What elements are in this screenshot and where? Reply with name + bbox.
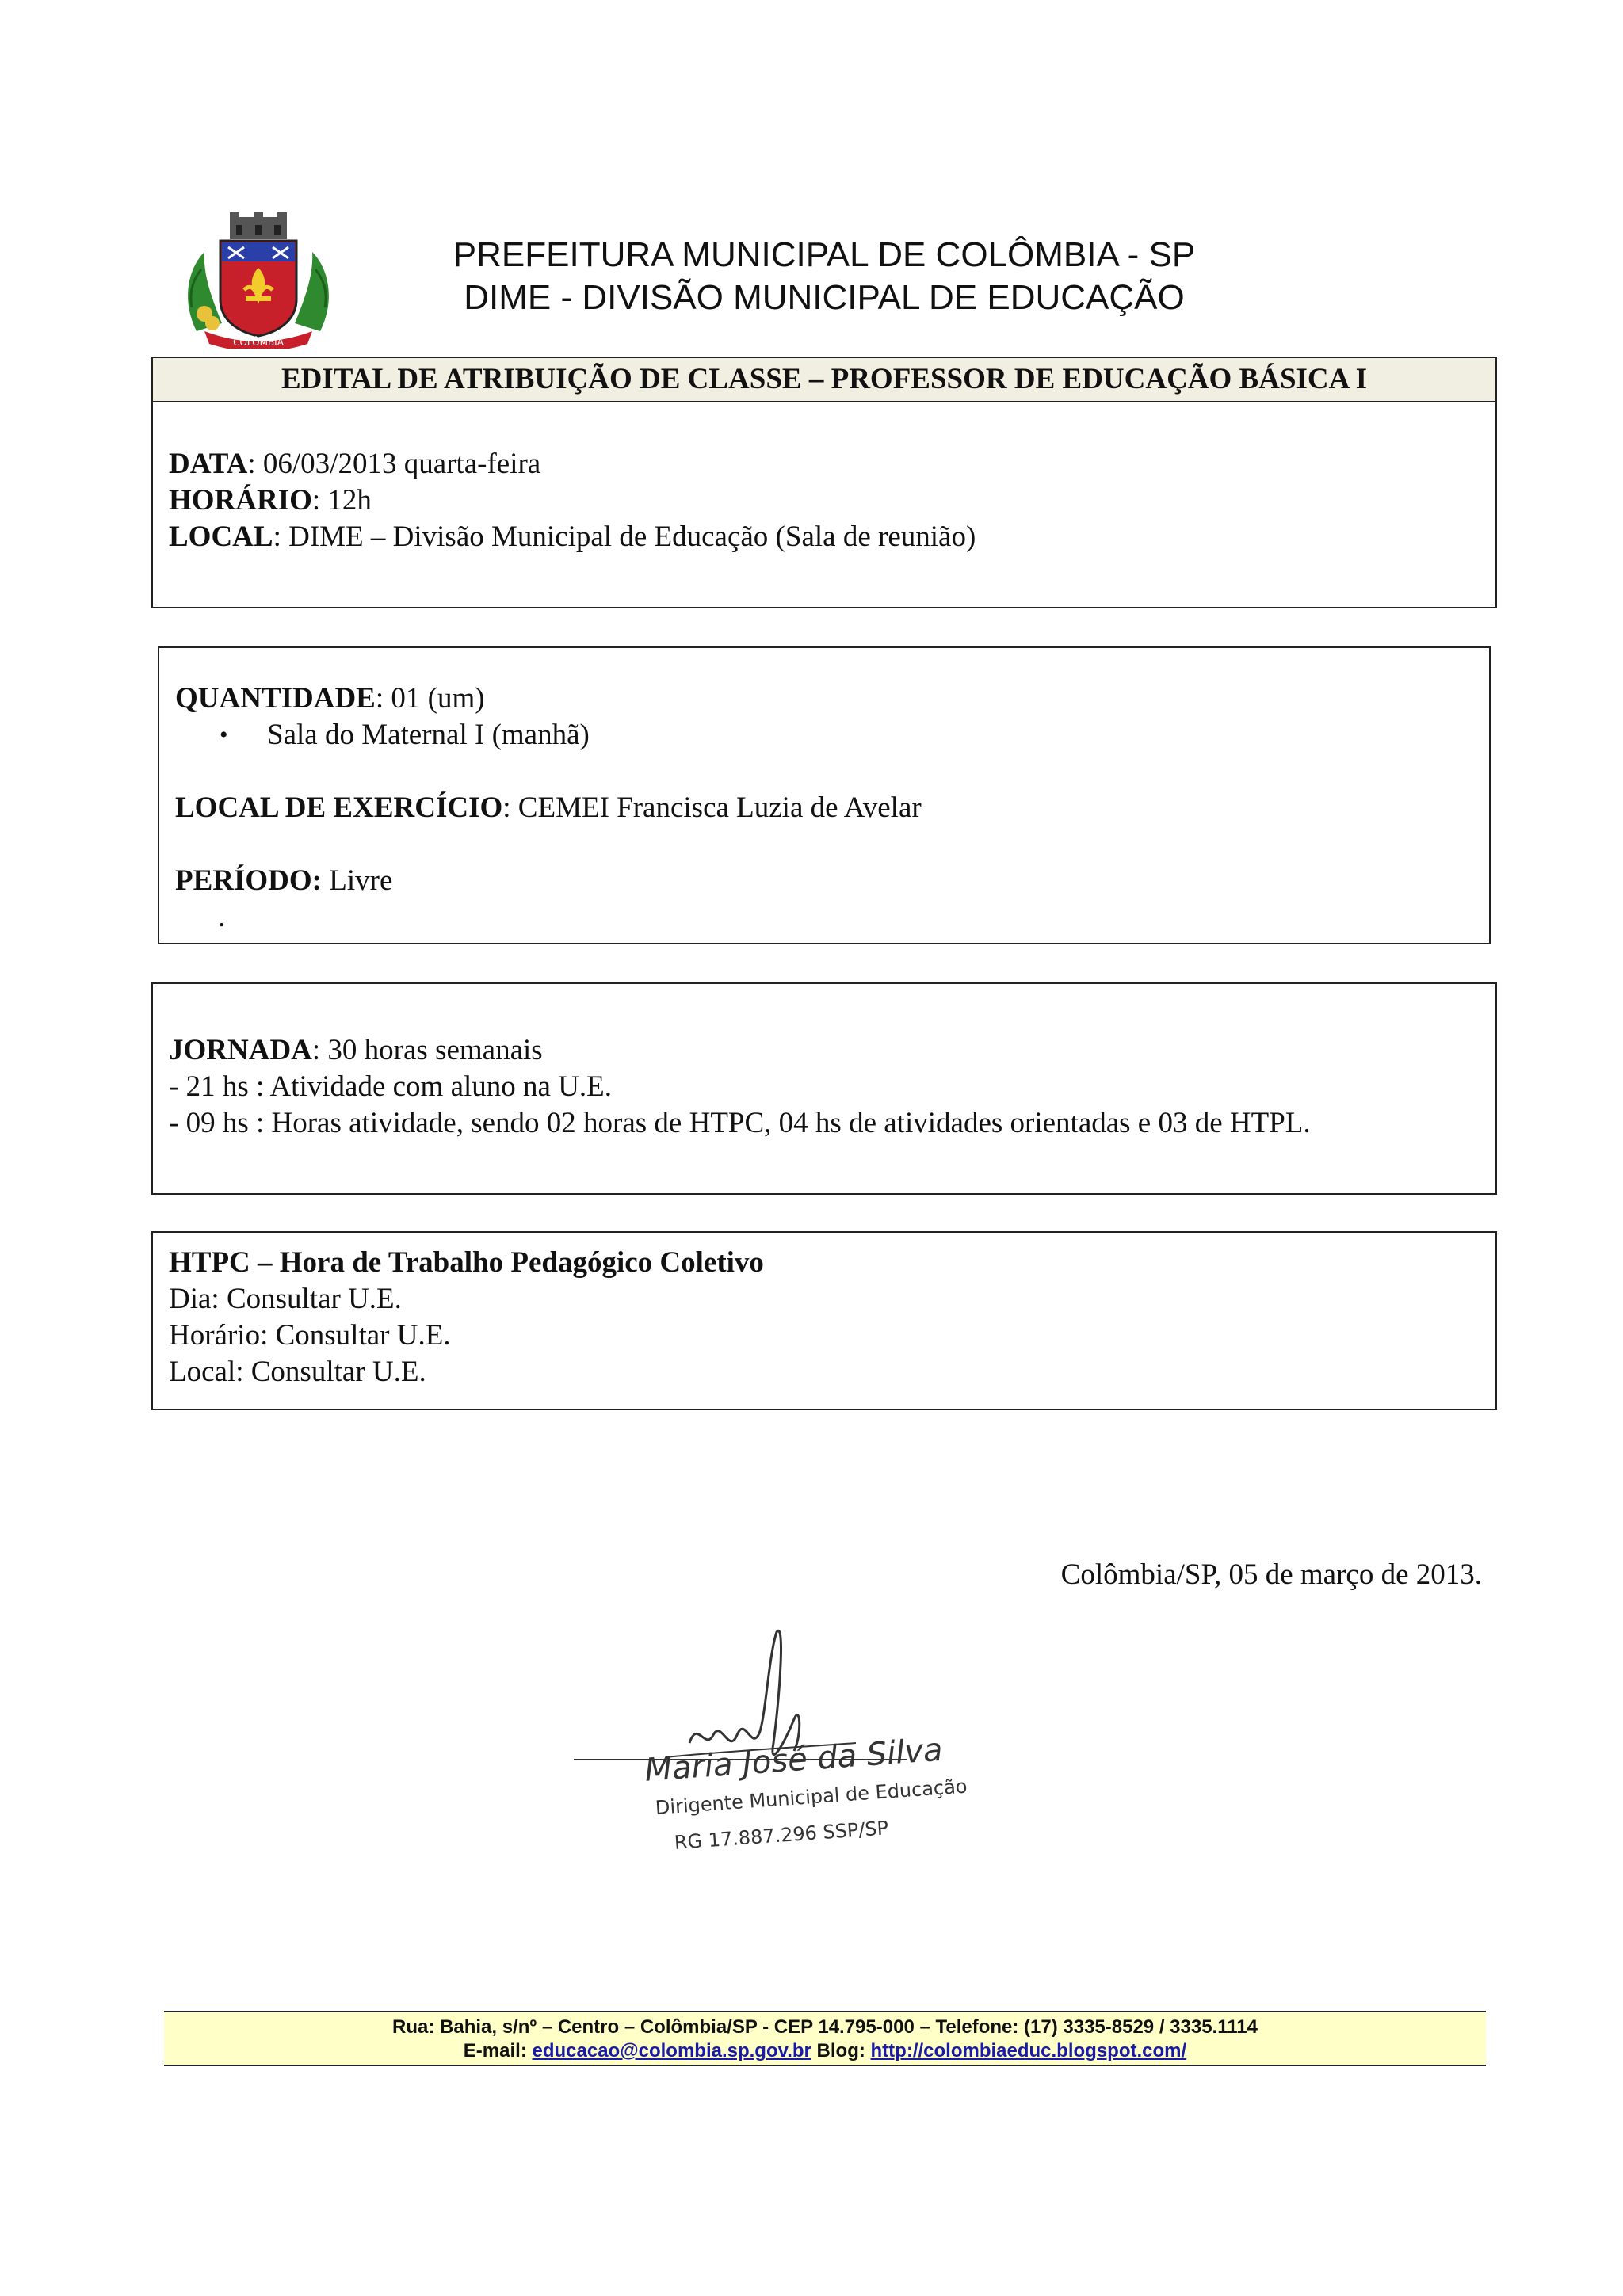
local-exercicio-label: LOCAL DE EXERCÍCIO: [175, 791, 503, 824]
data-label: DATA: [169, 448, 248, 480]
email-label: E-mail:: [463, 2040, 533, 2061]
stray-dot: .: [218, 901, 226, 933]
header-line-1: PREFEITURA MUNICIPAL DE COLÔMBIA - SP: [453, 235, 1196, 274]
bullet-icon: •: [220, 722, 228, 748]
signer-rg: RG 17.887.296 SSP/SP: [674, 1817, 889, 1854]
local-line: [169, 520, 976, 555]
htpc-local: Local: Consultar U.E.: [169, 1356, 426, 1388]
sala-item: Sala do Maternal I (manhã): [267, 719, 590, 751]
quantidade-line: [175, 681, 485, 716]
edital-title: EDITAL DE ATRIBUIÇÃO DE CLASSE – PROFESSOR DE EDUCAÇÃO BÁSICA I: [153, 358, 1495, 402]
periodo-line: [175, 864, 392, 898]
periodo-value: Livre: [322, 864, 393, 897]
htpc-horario: Horário: Consultar U.E.: [169, 1319, 451, 1352]
quantidade-label: QUANTIDADE: [175, 682, 376, 715]
data-line: [169, 447, 540, 482]
blog-link[interactable]: http://colombiaeduc.blogspot.com/: [870, 2040, 1187, 2061]
jornada-label: JORNADA: [169, 1034, 312, 1066]
data-value: : 06/03/2013 quarta-feira: [247, 448, 541, 480]
edital-box: [151, 357, 1497, 608]
htpc-dia: Dia: Consultar U.E.: [169, 1283, 402, 1315]
jornada-box: [151, 982, 1497, 1195]
signer-role: Dirigente Municipal de Educação: [655, 1775, 968, 1819]
local-value: : DIME – Divisão Municipal de Educação (Sala de reunião): [273, 521, 976, 553]
header-line-2: DIME - DIVISÃO MUNICIPAL DE EDUCAÇÃO: [464, 278, 1185, 317]
periodo-label: PERÍODO:: [175, 864, 322, 897]
jornada-line: [169, 1033, 543, 1068]
crest-ribbon-text: COLÔMBIA: [233, 337, 284, 348]
jornada-value: : 30 horas semanais: [311, 1034, 543, 1066]
coat-of-arms-icon: [181, 212, 336, 349]
blog-label: Blog:: [811, 2040, 871, 2061]
footer-address: Rua: Bahia, s/nº – Centro – Colômbia/SP - CEP 14.795-000 – Telefone: (17) 3335-8529 / 3335.1114: [392, 2016, 1258, 2038]
footer-band: [164, 2011, 1486, 2066]
email-link[interactable]: educacao@colombia.sp.gov.br: [532, 2040, 812, 2061]
jornada-detail-2: - 09 hs : Horas atividade, sendo 02 horas de HTPC, 04 hs de atividades orientadas e 03 de HTPL.: [169, 1107, 1311, 1139]
jornada-detail-1: - 21 hs : Atividade com aluno na U.E.: [169, 1070, 613, 1103]
vaga-box: [158, 646, 1491, 944]
footer-contacts: [164, 2039, 1486, 2063]
htpc-box: [151, 1231, 1497, 1410]
signer-name: Maria José da Silva: [643, 1731, 944, 1789]
htpc-title: HTPC – Hora de Trabalho Pedagógico Coletivo: [169, 1246, 764, 1279]
local-label: LOCAL: [169, 521, 273, 553]
horario-line: [169, 483, 372, 518]
horario-value: : 12h: [311, 484, 372, 517]
quantidade-value: : 01 (um): [375, 682, 485, 715]
local-exercicio-line: [175, 791, 922, 826]
local-exercicio-value: : CEMEI Francisca Luzia de Avelar: [502, 791, 922, 824]
horario-label: HORÁRIO: [169, 484, 312, 517]
date-line: Colômbia/SP, 05 de março de 2013.: [1060, 1558, 1482, 1591]
